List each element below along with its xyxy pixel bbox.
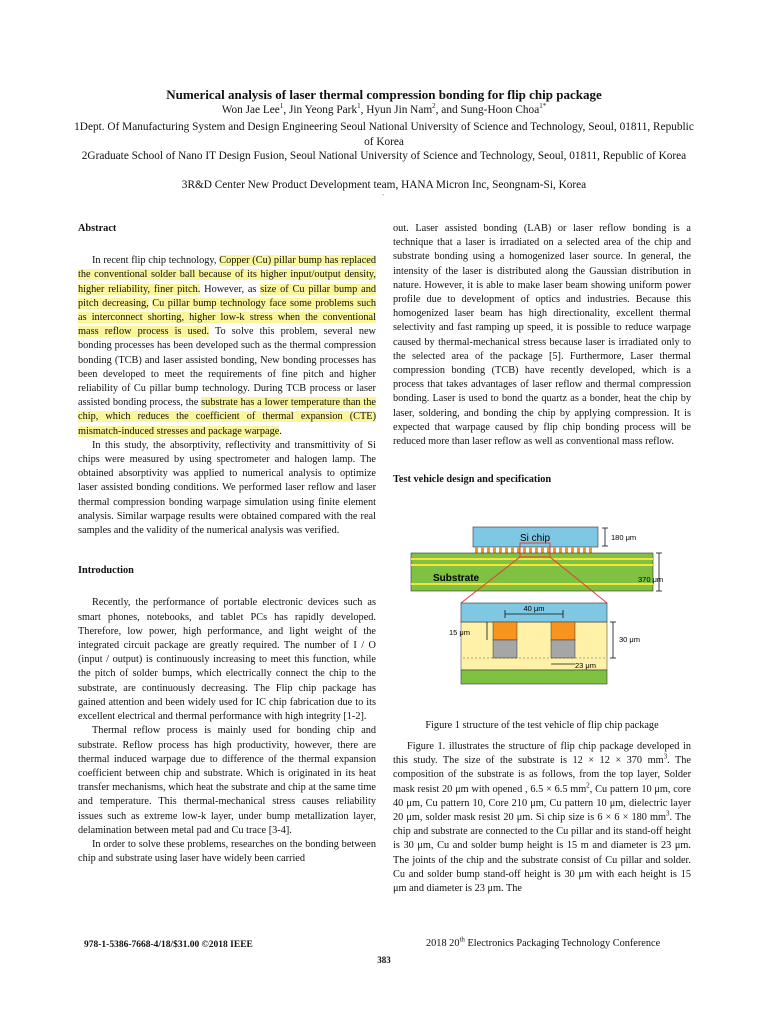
si-chip-label: Si chip [519, 533, 551, 544]
abstract-paragraph-2: In this study, the absorptivity, reflectivity and transmittivity of Si chips were measured by using spectrometer and halogen lamp. The obtained absorptivity was applied to numerical analysis to optimize laser assisted bonding conditions. We performed laser reflow and laser thermal compression bonding warpage simulation using finite element analysis. Similar warpage results were obtained compared with the real samples and the validity of the numerical analysis was verified. [78, 439, 376, 537]
bump [493, 547, 496, 553]
author-name: Sung-Hoon Choa [460, 104, 540, 116]
author-list [70, 103, 698, 118]
copyright-footer: 978-1-5386-7668-4/18/$31.00 ©2018 IEEE [84, 940, 253, 950]
superscript: 2 [586, 781, 590, 790]
conference-footer-sup: th [459, 935, 465, 944]
stray-mark: ` [382, 193, 385, 202]
bump [541, 547, 544, 553]
solder-left [493, 640, 517, 658]
zoomed-bump-detail [461, 603, 607, 684]
page-number: 383 [377, 955, 391, 965]
cu-pillar-left [493, 622, 517, 640]
affiliation-3: 3R&D Center New Product Development team, HANA Micron Inc, Seongnam-Si, Korea [181, 179, 587, 191]
introduction-heading: Introduction [78, 565, 134, 577]
flip-chip-structure-figure [409, 525, 679, 700]
bump [571, 547, 574, 553]
introduction-paragraph-2: Thermal reflow process is mainly used for bonding chip and substrate. Reflow process has high productivity, however, there are thermal induced warpage due to difference of the thermal expansion coefficient between chip and substrate. Which is originated in its heat transfer mechanisms, which heat the substrate and chip at the same time and temperature. This thermal-mechanical stress causes reliability issues such as extreme low-k layer, under bump metallization layer, delamination between metal pad and Cu trace [3-4]. [78, 725, 376, 836]
diameter-label: 23 μm [575, 661, 596, 670]
abstract-text: . [279, 425, 282, 437]
abstract-highlight: Cu pillar bump technology face some problems such as interconnect shorting, higher low-k stress when the conventional mass reflow process is used. [78, 297, 376, 338]
affiliation-1: 1Dept. Of Manufacturing System and Design Engineering Seoul National University of Science and Technology, Seoul, 01811, Republic of Korea [74, 121, 694, 148]
author-affil-mark: 1* [539, 102, 547, 111]
superscript: 3 [666, 809, 670, 818]
paragraph-text: . The chip and substrate are connected to the Cu pillar and its stand-off height is 30 μm, Cu and solder bump height is 15 m and diameter is 23 μm. The joints of the chip and the substrate consist of Cu pillar and solder. Cu and solder bump stand-off height is 30 μm with each height is 15 μm and diameter is 23 μm. The [393, 812, 691, 895]
bump [535, 547, 538, 553]
author-affil-mark: 2 [432, 102, 436, 111]
bump [487, 547, 490, 553]
right-paragraph-1: out. Laser assisted bonding (LAB) or laser reflow bonding is a technique that a laser is irradiated on a selected area of the chip and substrate bonding using a homogenized laser source. In general, the intensity of the laser is distributed along the Gaussian distribution in nature. However, it is able to make laser beam showing uniform power profile due to development of optics and industries. Because this homogenized laser beam has high directionality, excellent thermal selectivity and fast ramping up speed, it is possible to reduce warpage caused by thermal-mechanical stress because laser is irradiated only to the selected area of the package [5]. Furthermore, Laser thermal compression bonding (TCB) have recently developed, which is a process that takes advantages of laser reflow and thermal compression bonding. Laser is used to bond the quartz as a bonder, heat the chip by laser, soldering, and bonding the chip by applying compression. It is expected that warpage caused by flip chip bonding process will be reduced more than laser reflow as well as conventional mass reflow. [393, 223, 691, 448]
paragraph-text: Figure 1. illustrates the structure of flip chip package developed in this study. The size of the substrate is 12 × 12 × 370 mm [393, 741, 691, 767]
standoff-label: 30 μm [619, 635, 640, 644]
test-vehicle-heading: Test vehicle design and specification [393, 474, 552, 486]
bump [589, 547, 592, 553]
figure-1-caption: Figure 1 structure of the test vehicle of flip chip package [425, 720, 659, 732]
author-name: Jin Yeong Park [288, 104, 358, 116]
author-name: Won Jae Lee [221, 104, 280, 116]
bump-height-label: 15 μm [449, 628, 470, 637]
superscript: 3 [663, 752, 668, 761]
bump [481, 547, 484, 553]
bump-row [475, 547, 592, 553]
conference-footer-text: Electronics Packaging Technology Conference [464, 938, 661, 949]
paragraph-text: . The composition of the substrate is as follows, from the top layer, Solder mask resist 20 μm with opened , 6.5 × 6.5 mm [393, 755, 691, 795]
chip-thickness-label: 180 μm [611, 533, 637, 542]
conference-footer-text: 2018 20 [426, 938, 460, 949]
author-separator: , [283, 104, 289, 116]
abstract-heading: Abstract [78, 223, 117, 234]
bump [499, 547, 502, 553]
bump [565, 547, 568, 553]
bump [577, 547, 580, 553]
author-name: Hyun Jin Nam [366, 104, 433, 116]
zoomed-substrate [461, 670, 607, 684]
bump [505, 547, 508, 553]
author-affil-mark: 1 [279, 102, 284, 111]
right-column-lower [393, 740, 691, 896]
substrate-label: Substrate [433, 573, 480, 584]
conference-footer [426, 935, 661, 949]
affiliation-2: 2Graduate School of Nano IT Design Fusion, Seoul National University of Science and Technology, Seoul, 01811, Republic of Korea [81, 150, 687, 162]
author-separator: , [360, 104, 367, 116]
bump [475, 547, 478, 553]
introduction-paragraph-1: Recently, the performance of portable electronic devices such as smart phones, notebooks, and tablet PCs has rapidly developed. Therefore, low power, high performance, and light weight of the integrated circuit package are greatly required. The number of I / O (input / output) is continuously increasing to meet this function, while the pitch of solder bumps, which electrically connect the chip to the substrate, are continuously decreasing. The Flip chip package has gained attention and been widely used for IC chip fabrication due to its excellent electrical and thermal performance with high integrity [1-2]. [78, 597, 376, 723]
abstract-text: In recent flip chip technology, [92, 255, 220, 267]
bump [559, 547, 562, 553]
abstract-highlight: substrate has a lower temperature than the chip, which reduces the coefficient of thermal expansion (CTE) mismatch-induced stresses and package warpage [78, 397, 376, 437]
introduction-paragraph-3: In order to solve these problems, researches on the bonding between chip and substrate using laser have widely been carried [78, 838, 376, 865]
solder-right [551, 640, 575, 658]
right-paragraph-2 [393, 740, 691, 896]
paper-title: Numerical analysis of laser thermal compression bonding for flip chip package [166, 87, 602, 102]
abstract-text: To solve this problem, several new bonding processes has been developed such as the thermal compression bonding (TCB) and laser assisted bonding, New bonding processes has been developed to meet the requirements of fine pitch and higher reliability of Cu pillar bump technology. During TCB process or laser assisted bonding process, the [78, 326, 376, 409]
author-separator: , and [435, 104, 461, 116]
abstract-highlight: size of Cu pillar bump and pitch decreasing, [78, 283, 376, 309]
pitch-label: 40 μm [523, 604, 545, 613]
bump [583, 547, 586, 553]
substrate-thickness-label: 370 μm [638, 575, 664, 584]
cu-pillar-right [551, 622, 575, 640]
bump [523, 547, 526, 553]
author-affil-mark: 1 [357, 102, 361, 111]
bump [553, 547, 556, 553]
abstract-paragraph-1 [78, 254, 376, 439]
abstract-highlight: Copper (Cu) pillar bump has replaced the conventional solder ball because of its higher input/output density, higher reliability, finer pitch. [78, 255, 376, 295]
right-column [393, 222, 691, 487]
bump [529, 547, 532, 553]
paragraph-text: , Cu pattern 10 μm, core 40 μm, Cu pattern 10, Core 210 μm, Cu pattern 10 μm, dielectric layer 20 μm, solder mask resist 20 μm. Si chip size is 6 × 6 × 180 mm [393, 783, 691, 824]
abstract-text: However, as [200, 283, 261, 295]
bump [511, 547, 514, 553]
left-column [78, 222, 376, 866]
